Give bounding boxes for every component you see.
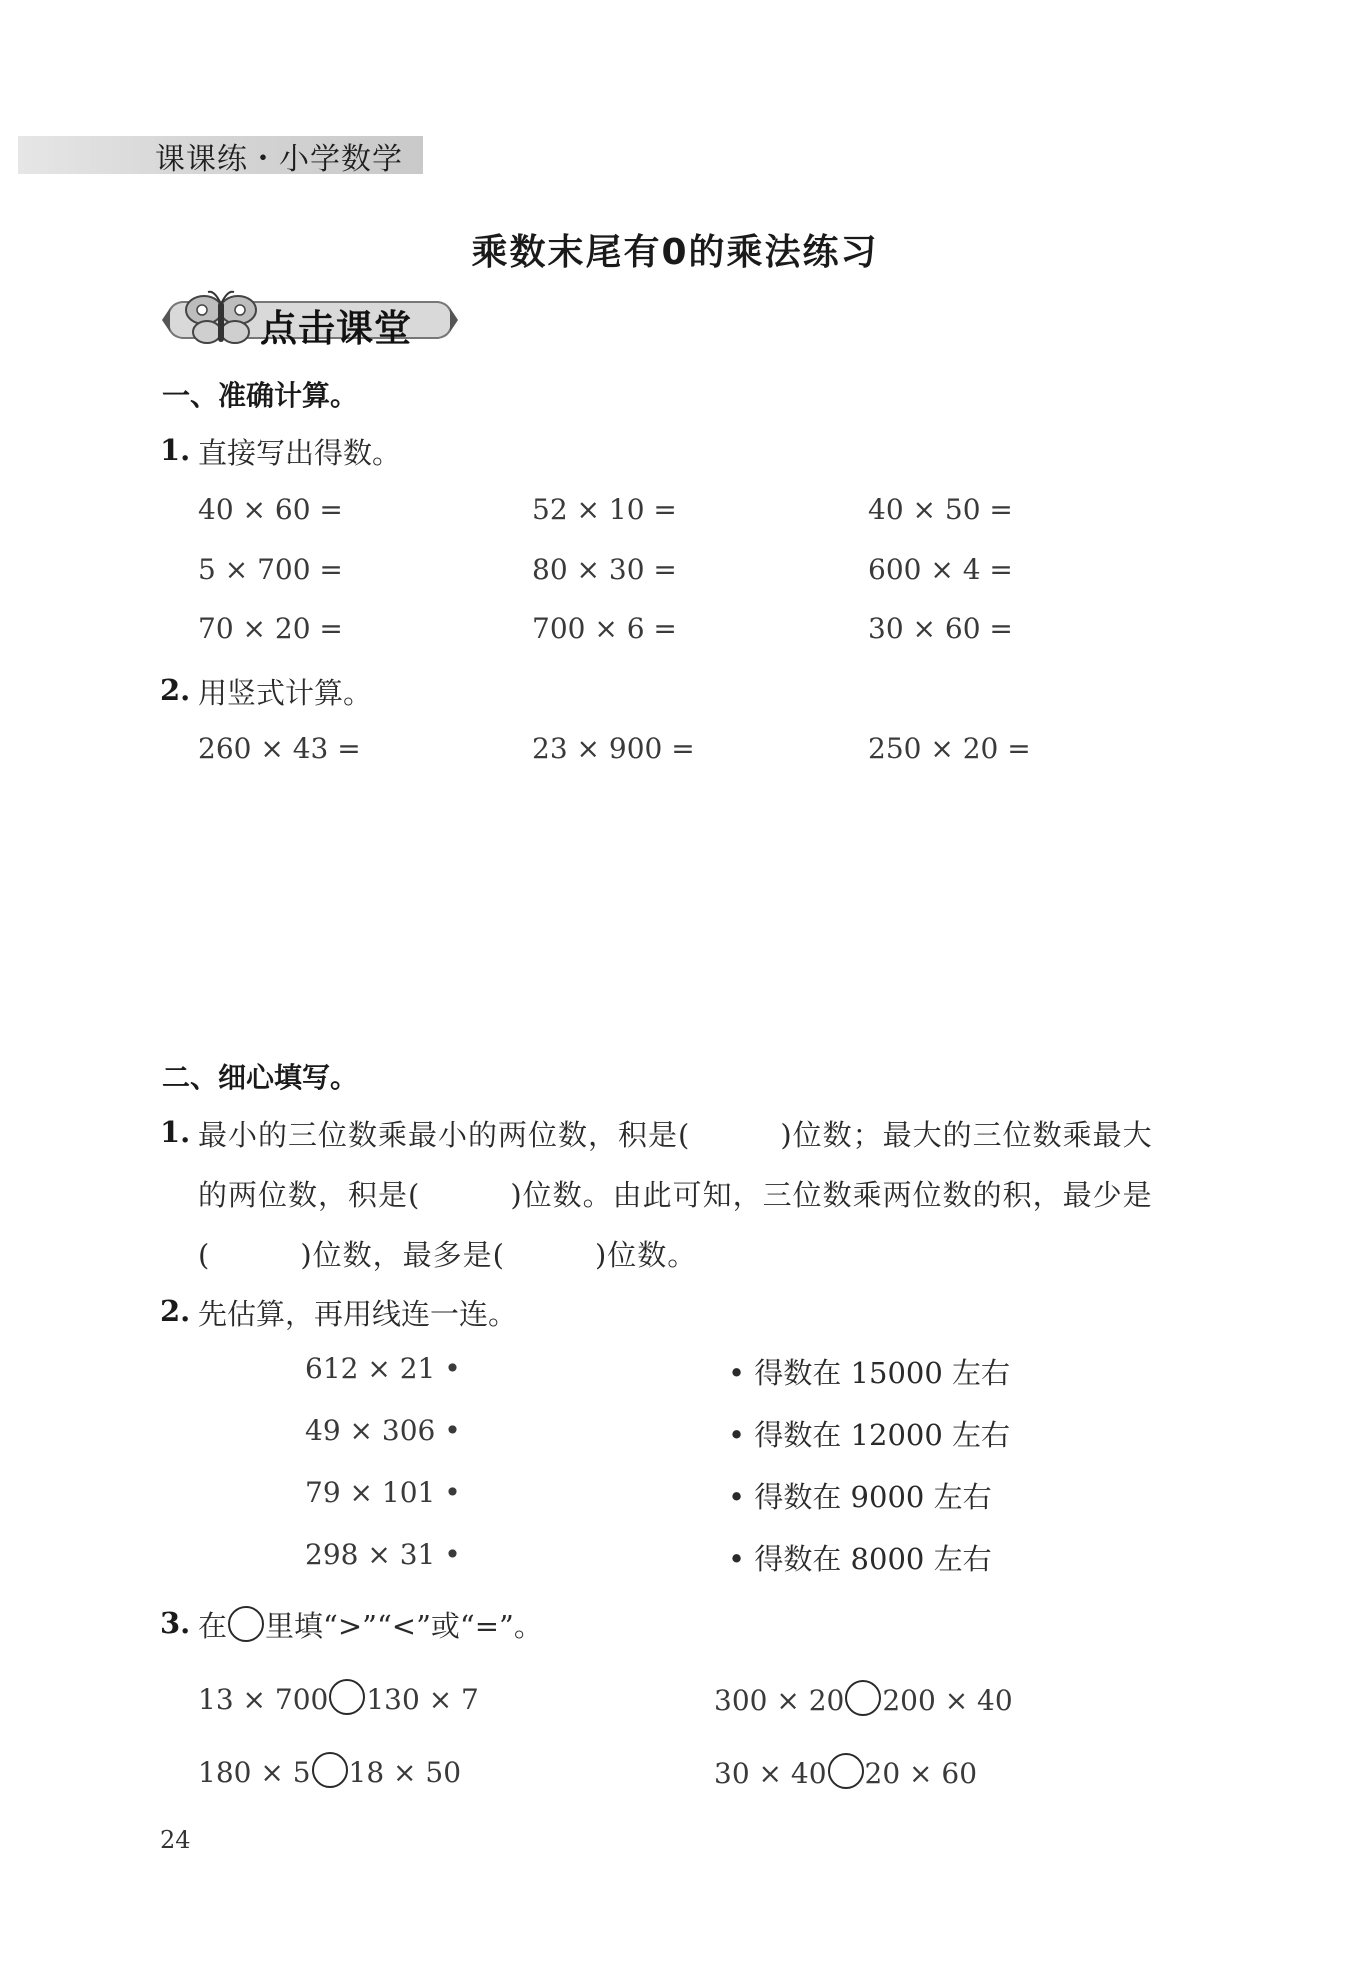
match-left-2: 49 × 306 • xyxy=(305,1414,461,1447)
expr-r3-c2: 700 × 6 = xyxy=(532,612,677,645)
s2-q3-text-after: 里填“>”“<”或“=”。 xyxy=(265,1609,543,1643)
s1-q1-text: 直接写出得数。 xyxy=(198,436,402,470)
series-title: 课课练・小学数学 xyxy=(155,142,403,177)
s2-q1-number: 1. xyxy=(160,1115,191,1149)
expr-r1-c1: 40 × 60 = xyxy=(198,493,343,526)
compare-left-expr: 13 × 700 xyxy=(198,1683,329,1716)
expr-r2-c2: 80 × 30 = xyxy=(532,553,677,586)
s2-q1-line2: 的两位数，积是( )位数。由此可知，三位数乘两位数的积，最少是 xyxy=(198,1178,1153,1212)
s2-q2-text: 先估算，再用线连一连。 xyxy=(198,1297,518,1331)
compare-circle-icon[interactable] xyxy=(828,1753,864,1789)
page-title: 乘数末尾有0的乘法练习 xyxy=(471,232,879,273)
s2-q1-line3: ( )位数，最多是( )位数。 xyxy=(198,1238,698,1272)
s2-q3-text xyxy=(198,1604,543,1645)
match-left-1: 612 × 21 • xyxy=(305,1352,461,1385)
compare-r2-c2 xyxy=(714,1753,977,1790)
s2-q3-number: 3. xyxy=(160,1606,191,1640)
vertical-calc-3: 250 × 20 = xyxy=(868,732,1031,765)
expr-r1-c3: 40 × 50 = xyxy=(868,493,1013,526)
compare-left-expr: 30 × 40 xyxy=(714,1757,827,1790)
match-right-2: • 得数在 12000 左右 xyxy=(728,1413,1010,1454)
section2-heading: 二、细心填写。 xyxy=(162,1061,359,1094)
s1-q2-text: 用竖式计算。 xyxy=(198,676,373,710)
match-left-3: 79 × 101 • xyxy=(305,1476,461,1509)
vertical-calc-2: 23 × 900 = xyxy=(532,732,695,765)
s2-q2-number: 2. xyxy=(160,1294,191,1328)
expr-r3-c1: 70 × 20 = xyxy=(198,612,343,645)
compare-r1-c2 xyxy=(714,1680,1013,1717)
compare-right-expr: 200 × 40 xyxy=(882,1684,1013,1717)
compare-circle-icon[interactable] xyxy=(312,1752,348,1788)
compare-right-expr: 130 × 7 xyxy=(366,1683,479,1716)
match-left-4: 298 × 31 • xyxy=(305,1538,461,1571)
compare-circle-icon[interactable] xyxy=(329,1679,365,1715)
s1-q1-number: 1. xyxy=(160,433,191,467)
match-right-4: • 得数在 8000 左右 xyxy=(728,1537,992,1578)
badge-label: 点击课堂 xyxy=(260,307,412,350)
section-badge xyxy=(160,290,460,350)
compare-left-expr: 300 × 20 xyxy=(714,1684,845,1717)
s2-q3-text-before: 在 xyxy=(198,1609,228,1643)
expr-r3-c3: 30 × 60 = xyxy=(868,612,1013,645)
compare-r1-c1 xyxy=(198,1679,479,1716)
s2-q1-line1: 最小的三位数乘最小的两位数，积是( )位数；最大的三位数乘最大 xyxy=(198,1118,1153,1152)
expr-r2-c1: 5 × 700 = xyxy=(198,553,343,586)
compare-circle-icon[interactable] xyxy=(845,1680,881,1716)
compare-right-expr: 20 × 60 xyxy=(864,1757,978,1790)
page-number: 24 xyxy=(160,1826,191,1854)
butterfly-icon xyxy=(182,288,262,350)
compare-r2-c1 xyxy=(198,1752,461,1789)
match-right-1: • 得数在 15000 左右 xyxy=(728,1351,1010,1392)
section1-heading: 一、准确计算。 xyxy=(162,379,359,412)
vertical-calc-1: 260 × 43 = xyxy=(198,732,361,765)
expr-r2-c3: 600 × 4 = xyxy=(868,553,1013,586)
compare-circle-icon xyxy=(228,1606,264,1642)
compare-left-expr: 180 × 5 xyxy=(198,1756,311,1789)
expr-r1-c2: 52 × 10 = xyxy=(532,493,677,526)
match-right-3: • 得数在 9000 左右 xyxy=(728,1475,992,1516)
compare-right-expr: 18 × 50 xyxy=(348,1756,462,1789)
s1-q2-number: 2. xyxy=(160,673,191,707)
